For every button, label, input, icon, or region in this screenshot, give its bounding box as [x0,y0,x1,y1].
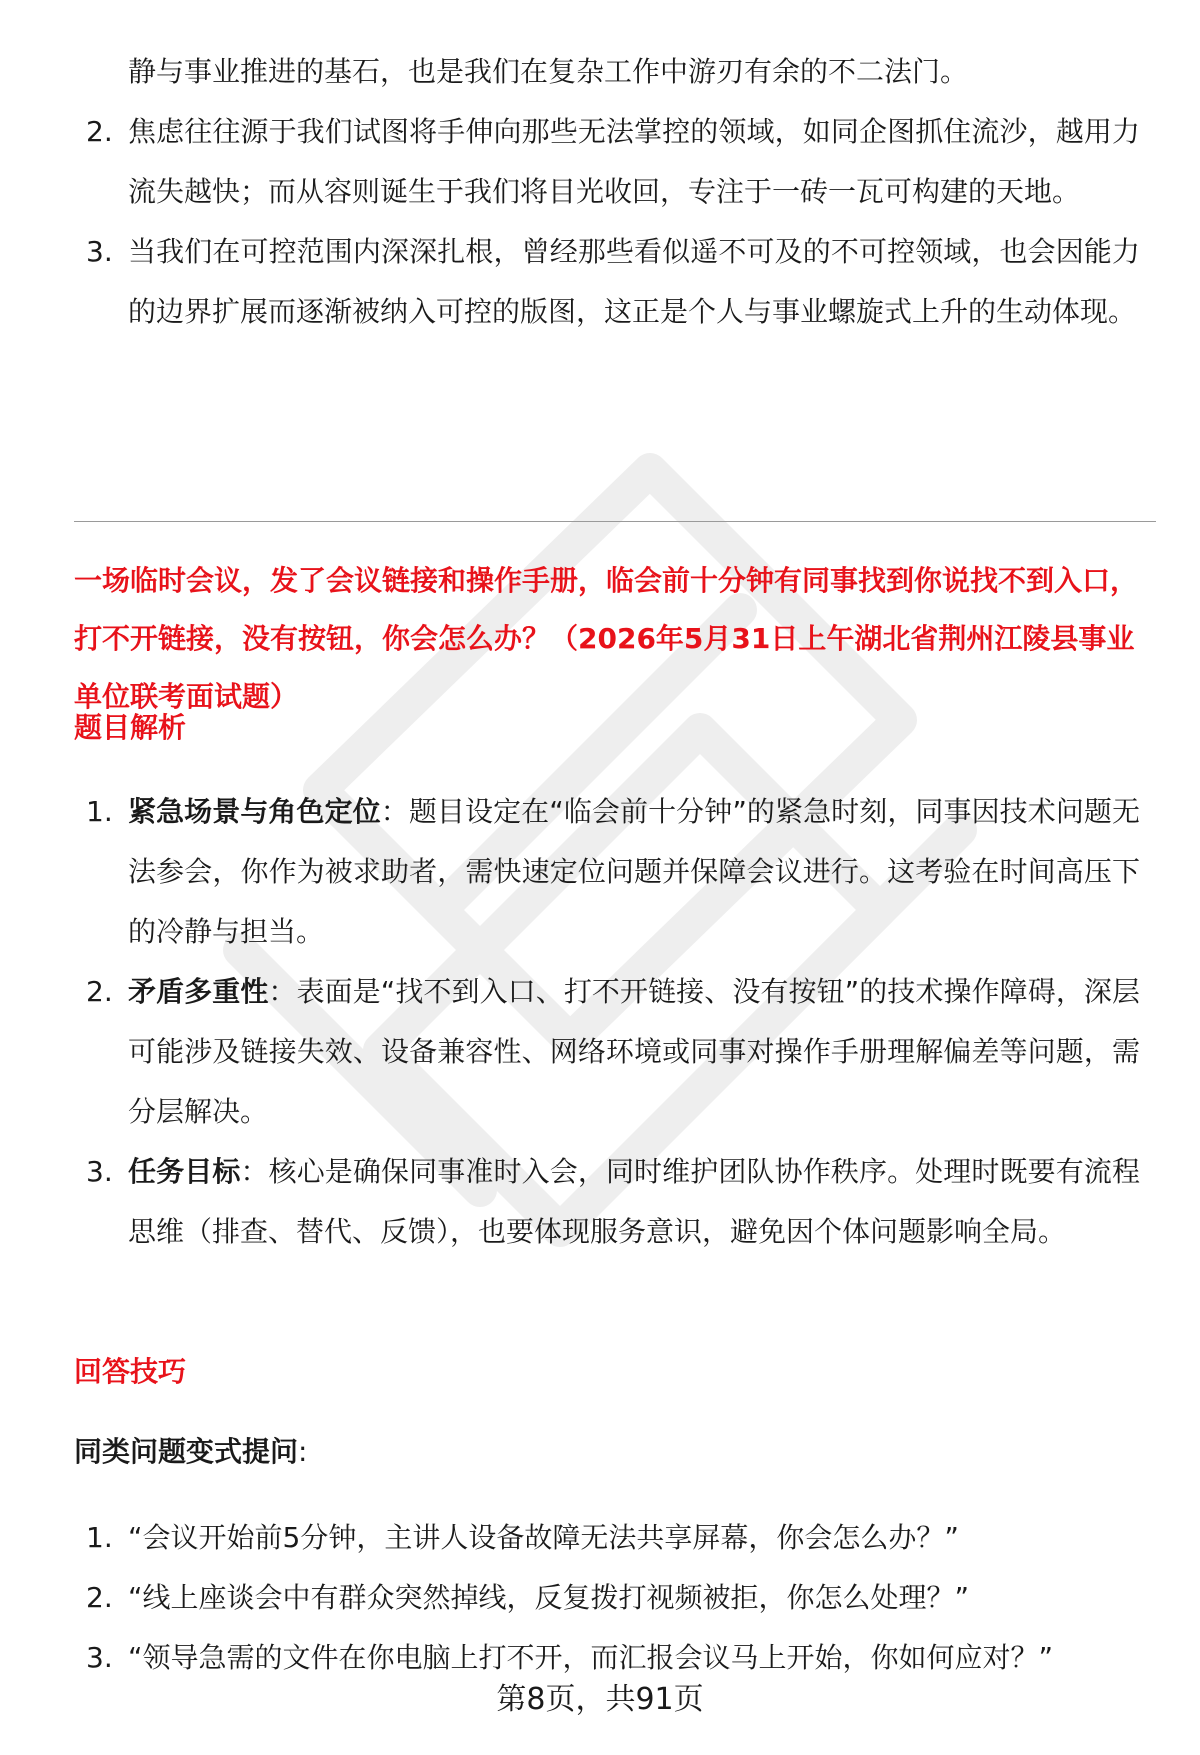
list-text: “线上座谈会中有群众突然掉线，反复拨打视频被拒，你怎么处理？” [128,1581,970,1614]
list-term: 紧急场景与角色定位 [128,795,381,828]
list-term: 矛盾多重性 [128,975,269,1008]
list-text: 当我们在可控范围内深深扎根，曾经那些看似遥不可及的不可控领域，也会因能力的边界扩展而逐渐被纳入可控的版图，这正是个人与事业螺旋式上升的生动体现。 [128,235,1140,328]
list-item [0,782,1200,962]
list-number: 1. [86,795,113,828]
list-number: 2. [86,115,113,148]
list-body: ：核心是确保同事准时入会，同时维护团队协作秩序。处理时既要有流程思维（排查、替代、反馈），也要体现服务意识，避免因个体问题影响全局。 [128,1155,1140,1248]
list-item [0,962,1200,1142]
list-term: 任务目标 [128,1155,241,1188]
tips-heading: 回答技巧 [74,1355,187,1388]
list-number: 3. [86,235,113,268]
variant-heading [74,1432,307,1472]
list-item [0,102,1200,222]
list-text [128,1142,1140,1262]
variant-heading-text: 同类问题变式提问 [74,1435,299,1468]
variant-heading-colon: : [298,1435,308,1468]
list-item [0,1142,1200,1262]
list-text: “领导急需的文件在你电脑上打不开，而汇报会议马上开始，你如何应对？” [128,1641,1054,1674]
list-body: ：表面是“找不到入口、打不开链接、没有按钮”的技术操作障碍，深层可能涉及链接失效、设备兼容性、网络环境或同事对操作手册理解偏差等问题，需分层解决。 [128,975,1140,1128]
list-number: 2. [86,975,113,1008]
analysis-heading: 题目解析 [74,711,187,744]
list-number: 3. [86,1155,113,1188]
list-text: 焦虑往往源于我们试图将手伸向那些无法掌控的领域，如同企图抓住流沙，越用力流失越快；而从容则诞生于我们将目光收回，专注于一砖一瓦可构建的天地。 [128,115,1140,208]
section-divider [74,521,1156,522]
list-body: ：题目设定在“临会前十分钟”的紧急时刻，同事因技术问题无法参会，你作为被求助者，需快速定位问题并保障会议进行。这考验在时间高压下的冷静与担当。 [128,795,1140,948]
list-item [0,42,1200,102]
list-text: “会议开始前5分钟，主讲人设备故障无法共享屏幕，你会怎么办？” [128,1521,959,1554]
list-number: 2. [86,1581,113,1614]
list-item [0,1628,1200,1688]
list-item [0,1568,1200,1628]
top-list [0,42,1200,342]
list-number: 1. [86,1521,113,1554]
question-title: 一场临时会议，发了会议链接和操作手册，临会前十分钟有同事找到你说找不到入口，打不开链接，没有按钮，你会怎么办？（2026年5月31日上午湖北省荆州江陵县事业单位联考面试题） [74,564,1139,713]
list-item [0,222,1200,342]
list-text [128,962,1140,1142]
list-number: 3. [86,1641,113,1674]
variant-list [0,1508,1200,1688]
list-item [0,1508,1200,1568]
analysis-list [0,782,1200,1262]
list-text: 静与事业推进的基石，也是我们在复杂工作中游刃有余的不二法门。 [128,55,969,88]
page-footer: 第8页，共91页 [496,1682,704,1717]
list-text [128,782,1140,962]
